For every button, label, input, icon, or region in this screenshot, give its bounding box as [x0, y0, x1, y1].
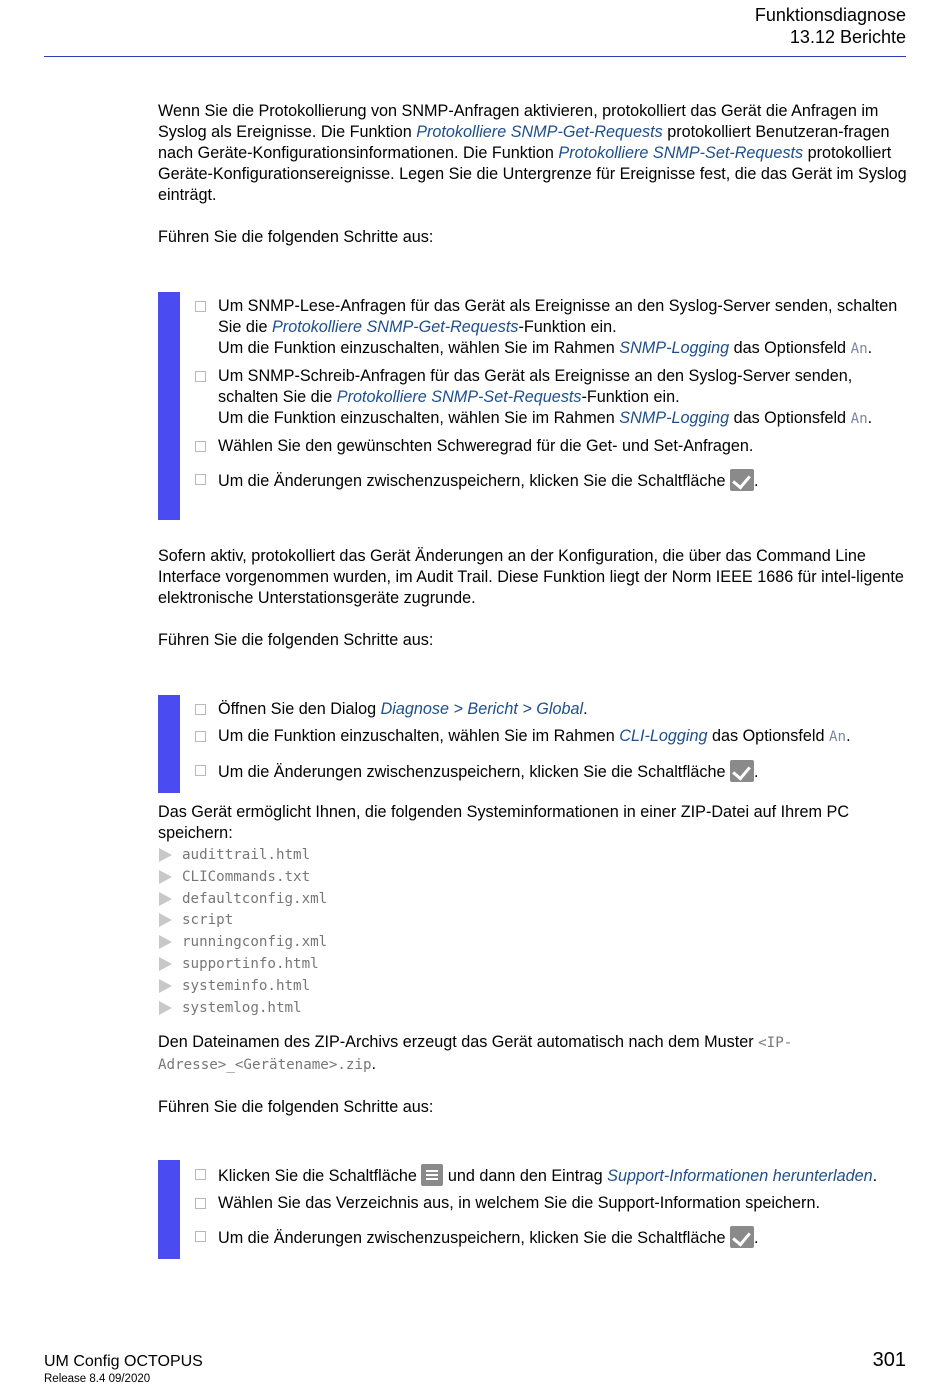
step-item: Klicken Sie die Schaltfläche und dann den Eintrag Support-Informationen herunterladen.: [218, 1164, 910, 1187]
checkbox-icon[interactable]: [195, 731, 206, 742]
triangle-bullet-icon: [159, 935, 172, 949]
step-item: Um die Funktion einzuschalten, wählen Sie im Rahmen CLI-Logging das Optionsfeld An.: [218, 726, 910, 748]
checkbox-icon[interactable]: [195, 765, 206, 776]
zip-filename-paragraph: Den Dateinamen des ZIP-Archivs erzeugt das Gerät automatisch nach dem Muster <IP- Adresse>_<Gerätename>.zip.: [158, 1033, 793, 1073]
checkbox-icon[interactable]: [195, 1231, 206, 1242]
triangle-bullet-icon: [159, 848, 172, 862]
checkbox-icon[interactable]: [195, 441, 206, 452]
checkmark-icon[interactable]: [730, 469, 754, 491]
triangle-bullet-icon: [159, 979, 172, 993]
dialog-path: Diagnose > Bericht > Global: [380, 700, 584, 718]
keyword-set-requests: Protokolliere SNMP-Set-Requests: [558, 144, 804, 162]
list-item: CLICommands.txt: [158, 866, 910, 888]
page-number: 301: [872, 1349, 906, 1371]
list-item: systeminfo.html: [158, 975, 910, 997]
list-item: systemlog.html: [158, 997, 910, 1019]
document-title: UM Config OCTOPUS: [44, 1353, 203, 1370]
section-title: 13.12 Berichte: [789, 27, 906, 47]
audit-trail-paragraph: Sofern aktiv, protokolliert das Gerät Änderungen an der Konfiguration, die über das Command Line Interface vorgenommen wurden, im Audit Trail. Diese Funktion liegt der Norm IEEE 1686 für intel-ligente elektronische Unterstationsgeräte zugrunde.: [158, 547, 904, 607]
step-item: Wählen Sie das Verzeichnis aus, in welchem Sie die Support-Information speichern.: [218, 1193, 910, 1214]
step-item: Um die Änderungen zwischenzuspeichern, klicken Sie die Schaltfläche .: [218, 1226, 910, 1249]
step-bar: [158, 1160, 180, 1259]
triangle-bullet-icon: [159, 1001, 172, 1015]
file-list: [158, 844, 910, 1018]
footer: [44, 1352, 203, 1386]
checkbox-icon[interactable]: [195, 371, 206, 382]
checkbox-icon[interactable]: [195, 1198, 206, 1209]
steps-block-cli: [158, 695, 910, 793]
list-item: script: [158, 909, 910, 931]
triangle-bullet-icon: [159, 892, 172, 906]
keyword-get-requests: Protokolliere SNMP-Get-Requests: [416, 123, 663, 141]
checkbox-icon[interactable]: [195, 474, 206, 485]
triangle-bullet-icon: [159, 870, 172, 884]
checkbox-icon[interactable]: [195, 1169, 206, 1180]
triangle-bullet-icon: [159, 957, 172, 971]
list-item: supportinfo.html: [158, 953, 910, 975]
running-header: [755, 4, 906, 48]
steps-block-snmp: [158, 292, 910, 520]
hamburger-menu-icon[interactable]: [421, 1164, 443, 1186]
header-rule: [44, 56, 906, 57]
checkbox-icon[interactable]: [195, 301, 206, 312]
step-bar: [158, 695, 180, 793]
step-item: Um die Änderungen zwischenzuspeichern, klicken Sie die Schaltfläche .: [218, 469, 910, 492]
page-content: [158, 101, 910, 304]
list-item: runningconfig.xml: [158, 931, 910, 953]
list-item: audittrail.html: [158, 844, 910, 866]
step-item: Um die Änderungen zwischenzuspeichern, klicken Sie die Schaltfläche .: [218, 760, 910, 783]
triangle-bullet-icon: [159, 913, 172, 927]
step-bar: [158, 292, 180, 520]
chapter-title: Funktionsdiagnose: [754, 5, 906, 25]
steps-intro: Führen Sie die folgenden Schritte aus:: [158, 631, 434, 649]
checkbox-icon[interactable]: [195, 704, 206, 715]
list-item: defaultconfig.xml: [158, 888, 910, 910]
checkmark-icon[interactable]: [730, 760, 754, 782]
step-item: Öffnen Sie den Dialog Diagnose > Bericht > Global.: [218, 699, 910, 720]
intro-paragraph: Wenn Sie die Protokollierung von SNMP-Anfragen aktivieren, protokolliert das Gerät die Anfragen im Syslog als Ereignisse. Die Funktion Protokolliere SNMP-Get-Requests protokolliert Benutzeran-fragen nach Geräte-Konfigurationsinformationen. Die Funktion Protokolliere SNMP-Set-Requests protokolliert Geräte-Konfigurationsereignisse. Legen Sie die Untergrenze für Ereignisse fest, die das Gerät im Syslog einträgt.: [158, 102, 907, 204]
steps-intro: Führen Sie die folgenden Schritte aus:: [158, 228, 434, 246]
checkmark-icon[interactable]: [730, 1226, 754, 1248]
release-info: Release 8.4 09/2020: [44, 1373, 151, 1385]
step-item: Wählen Sie den gewünschten Schweregrad für die Get- und Set-Anfragen.: [218, 436, 910, 457]
zip-paragraph: Das Gerät ermöglicht Ihnen, die folgenden Systeminformationen in einer ZIP-Datei auf Ihrem PC speichern:: [158, 803, 850, 842]
steps-intro: Führen Sie die folgenden Schritte aus:: [158, 1098, 434, 1116]
step-item: Um SNMP-Schreib-Anfragen für das Gerät als Ereignisse an den Syslog-Server senden, schalten Sie die Protokolliere SNMP-Set-Requests-Funktion ein. Um die Funktion einzuschalten, wählen Sie im Rahmen SNMP-Logging das Optionsfeld An.: [218, 366, 910, 430]
steps-block-support: [158, 1160, 910, 1259]
step-item: Um SNMP-Lese-Anfragen für das Gerät als Ereignisse an den Syslog-Server senden, schalten Sie die Protokolliere SNMP-Get-Requests-Funktion ein. Um die Funktion einzuschalten, wählen Sie im Rahmen SNMP-Logging das Optionsfeld An.: [218, 296, 910, 360]
